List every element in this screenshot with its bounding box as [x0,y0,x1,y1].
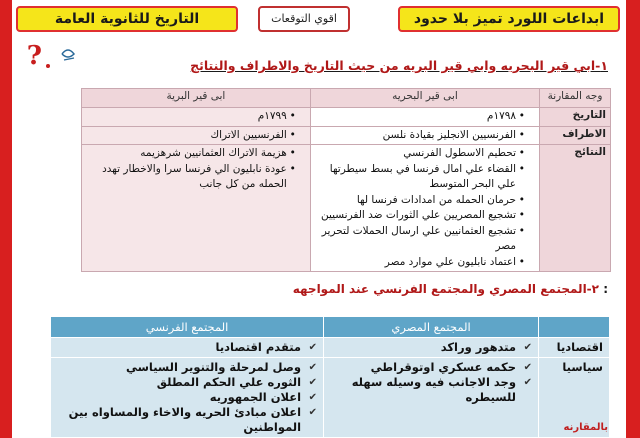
table-row [82,126,611,145]
cell-egypt-economy [324,338,539,358]
list-item: • حرمان الحمله من امدادات فرنسا لها [315,193,525,209]
cell-france-economy [51,338,324,358]
cell-land-parties [82,126,311,145]
col-header-land: ابى قير البرية [82,89,311,108]
list-item: ✔ اعلان مبادئ الحريه والاخاء والمساواه بين المواطنين [57,405,317,435]
table-header-row [82,89,611,108]
list-item: • تحطيم الاسطول الفرنسي [315,146,525,162]
col-header-aspect: وجه المقارنة [540,89,611,108]
comparison-table-2 [50,316,610,438]
cell-france-politics [51,358,324,438]
row-label-results: النتائج [540,145,611,272]
list-item: • اعتماد نابليون علي موارد مصر [315,255,525,271]
comparison-table-1 [81,88,611,272]
svg-text:?: ? [26,41,42,71]
cell-sea-parties [310,126,539,145]
row-label-economy: اقتصاديا [539,338,610,358]
question-2-colon: : [603,282,608,296]
cell-egypt-politics [324,358,539,438]
header-brand: ابداعات اللورد تميز بلا حدود [398,6,620,32]
list-item: ✔ متدهور وراكد [330,340,532,355]
question-2-title [293,282,608,296]
list-item: • عودة نابليون الي فرنسا سرا والاخطار تهدد الحمله من كل جانب [86,162,296,193]
list-item: • القضاء علي امال فرنسا في بسط سيطرتها علي البحر المتوسط [315,162,525,193]
footer-note: بالمقارنه [563,422,608,433]
list-item: ✔ وجد الاجانب فيه وسيله سهله للسيطره [330,375,532,405]
table-row [82,108,611,127]
question-1-title: ١-ابي قير البحريه وابي قير البريه من حيث التاريخ والاطراف والنتائج [190,58,608,73]
list-item: • ١٧٩٩م [86,109,296,125]
list-item: ✔ الثوره علي الحكم المطلق [57,375,317,390]
list-item: ✔ حكمه عسكري اوتوقراطي [330,360,532,375]
lord-logo-icon [26,40,84,71]
row-label-parties: الاطراف [540,126,611,145]
table-header-row [51,317,610,338]
list-item: ✔ اعلان الجمهوريه [57,390,317,405]
col-header-france: المجتمع الفرنسي [51,317,324,338]
list-item: • تشجيع المصريين علي الثورات ضد الفرنسيين [315,208,525,224]
table-row [82,145,611,272]
col-header-blank [539,317,610,338]
list-item: ✔ وصل لمرحلة والتنوير السياسي [57,360,317,375]
list-item: • هزيمة الاتراك العثمانيين شرهزيمه [86,146,296,162]
row-label-date: التاريخ [540,108,611,127]
cell-land-results [82,145,311,272]
header-subject: التاريخ للثانوية العامة [16,6,238,32]
question-2-text: ٢-المجتمع المصري والمجتمع الفرنسي عند المواجهه [292,282,599,296]
list-item: • الفرنسيين الاتراك [86,128,296,144]
list-item: • ١٧٩٨م [315,109,525,125]
col-header-sea: ابى قير البحريه [310,89,539,108]
table-row [51,338,610,358]
cell-sea-results [310,145,539,272]
row-label-politics: سياسيا [539,358,610,438]
worksheet [12,0,626,438]
list-item: ✔ متقدم اقتصاديا [57,340,317,355]
cell-sea-date [310,108,539,127]
list-item: • تشجيع العثمانيين علي ارسال الحملات لتحرير مصر [315,224,525,255]
list-item: • الفرنسيين الانجليز بقيادة نلسن [315,128,525,144]
col-header-egypt: المجتمع المصري [324,317,539,338]
header-badge: اقوي التوقعات [258,6,350,32]
table-row [51,358,610,438]
cell-land-date [82,108,311,127]
